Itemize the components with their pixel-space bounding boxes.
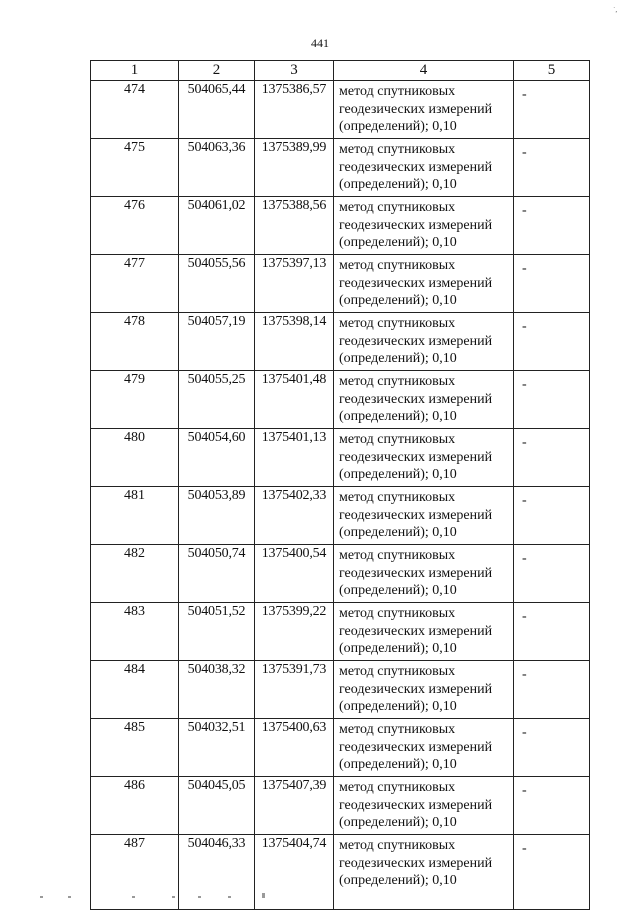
note-cell: - <box>514 81 590 139</box>
x-coordinate-cell: 504045,05 <box>179 777 255 835</box>
x-coordinate-cell: 504053,89 <box>179 487 255 545</box>
y-coordinate-cell: 1375391,73 <box>255 661 334 719</box>
x-coordinate-cell: 504065,44 <box>179 81 255 139</box>
note-cell: - <box>514 777 590 835</box>
point-number-cell: 480 <box>91 429 179 487</box>
point-number-cell: 477 <box>91 255 179 313</box>
table-row <box>91 777 590 835</box>
header-col-1: 1 <box>91 61 179 81</box>
note-cell: - <box>514 603 590 661</box>
note-cell: - <box>514 255 590 313</box>
table-row <box>91 371 590 429</box>
table-row <box>91 661 590 719</box>
y-coordinate-cell: 1375400,63 <box>255 719 334 777</box>
x-coordinate-cell: 504050,74 <box>179 545 255 603</box>
table-row <box>91 139 590 197</box>
method-accuracy-cell: метод спутниковых геодезических измерений (определений); 0,10 <box>334 719 514 777</box>
method-accuracy-cell: метод спутниковых геодезических измерений (определений); 0,10 <box>334 81 514 139</box>
note-cell: - <box>514 719 590 777</box>
y-coordinate-cell: 1375401,13 <box>255 429 334 487</box>
header-col-5: 5 <box>514 61 590 81</box>
method-accuracy-cell: метод спутниковых геодезических измерений (определений); 0,10 <box>334 371 514 429</box>
note-cell: - <box>514 835 590 910</box>
method-accuracy-cell: метод спутниковых геодезических измерений (определений); 0,10 <box>334 139 514 197</box>
table-row <box>91 429 590 487</box>
note-cell: - <box>514 371 590 429</box>
y-coordinate-cell: 1375398,14 <box>255 313 334 371</box>
point-number-cell: 486 <box>91 777 179 835</box>
table-header <box>91 61 590 81</box>
point-number-cell: 479 <box>91 371 179 429</box>
y-coordinate-cell: 1375404,74 <box>255 835 334 910</box>
note-cell: - <box>514 139 590 197</box>
note-cell: - <box>514 429 590 487</box>
x-coordinate-cell: 504032,51 <box>179 719 255 777</box>
header-col-2: 2 <box>179 61 255 81</box>
note-cell: - <box>514 197 590 255</box>
table-row <box>91 487 590 545</box>
note-cell: - <box>514 661 590 719</box>
note-cell: - <box>514 313 590 371</box>
x-coordinate-cell: 504054,60 <box>179 429 255 487</box>
table-row <box>91 313 590 371</box>
coordinates-table <box>90 60 590 910</box>
x-coordinate-cell: 504063,36 <box>179 139 255 197</box>
point-number-cell: 482 <box>91 545 179 603</box>
y-coordinate-cell: 1375397,13 <box>255 255 334 313</box>
point-number-cell: 478 <box>91 313 179 371</box>
scan-footer-marks <box>40 893 270 901</box>
y-coordinate-cell: 1375401,48 <box>255 371 334 429</box>
y-coordinate-cell: 1375389,99 <box>255 139 334 197</box>
method-accuracy-cell: метод спутниковых геодезических измерений (определений); 0,10 <box>334 313 514 371</box>
point-number-cell: 484 <box>91 661 179 719</box>
method-accuracy-cell: метод спутниковых геодезических измерений (определений); 0,10 <box>334 777 514 835</box>
method-accuracy-cell: метод спутниковых геодезических измерений (определений); 0,10 <box>334 255 514 313</box>
y-coordinate-cell: 1375388,56 <box>255 197 334 255</box>
y-coordinate-cell: 1375407,39 <box>255 777 334 835</box>
header-row <box>91 61 590 81</box>
x-coordinate-cell: 504038,32 <box>179 661 255 719</box>
table-body <box>91 81 590 910</box>
x-coordinate-cell: 504061,02 <box>179 197 255 255</box>
method-accuracy-cell: метод спутниковых геодезических измерений (определений); 0,10 <box>334 545 514 603</box>
method-accuracy-cell: метод спутниковых геодезических измерений (определений); 0,10 <box>334 197 514 255</box>
y-coordinate-cell: 1375399,22 <box>255 603 334 661</box>
table-row <box>91 603 590 661</box>
table-row <box>91 197 590 255</box>
note-cell: - <box>514 545 590 603</box>
scan-corner-mark: ˙, <box>613 6 618 14</box>
point-number-cell: 483 <box>91 603 179 661</box>
y-coordinate-cell: 1375400,54 <box>255 545 334 603</box>
x-coordinate-cell: 504057,19 <box>179 313 255 371</box>
x-coordinate-cell: 504046,33 <box>179 835 255 910</box>
point-number-cell: 481 <box>91 487 179 545</box>
method-accuracy-cell: метод спутниковых геодезических измерений (определений); 0,10 <box>334 429 514 487</box>
y-coordinate-cell: 1375402,33 <box>255 487 334 545</box>
point-number-cell: 474 <box>91 81 179 139</box>
point-number-cell: 475 <box>91 139 179 197</box>
point-number-cell: 487 <box>91 835 179 910</box>
table-row <box>91 81 590 139</box>
header-col-3: 3 <box>255 61 334 81</box>
method-accuracy-cell: метод спутниковых геодезических измерений (определений); 0,10 <box>334 835 514 910</box>
method-accuracy-cell: метод спутниковых геодезических измерений (определений); 0,10 <box>334 661 514 719</box>
page-number: 441 <box>311 36 329 50</box>
x-coordinate-cell: 504055,25 <box>179 371 255 429</box>
table-row <box>91 545 590 603</box>
x-coordinate-cell: 504055,56 <box>179 255 255 313</box>
point-number-cell: 485 <box>91 719 179 777</box>
point-number-cell: 476 <box>91 197 179 255</box>
note-cell: - <box>514 487 590 545</box>
y-coordinate-cell: 1375386,57 <box>255 81 334 139</box>
method-accuracy-cell: метод спутниковых геодезических измерений (определений); 0,10 <box>334 603 514 661</box>
table-row <box>91 255 590 313</box>
header-col-4: 4 <box>334 61 514 81</box>
method-accuracy-cell: метод спутниковых геодезических измерений (определений); 0,10 <box>334 487 514 545</box>
x-coordinate-cell: 504051,52 <box>179 603 255 661</box>
table-row <box>91 719 590 777</box>
